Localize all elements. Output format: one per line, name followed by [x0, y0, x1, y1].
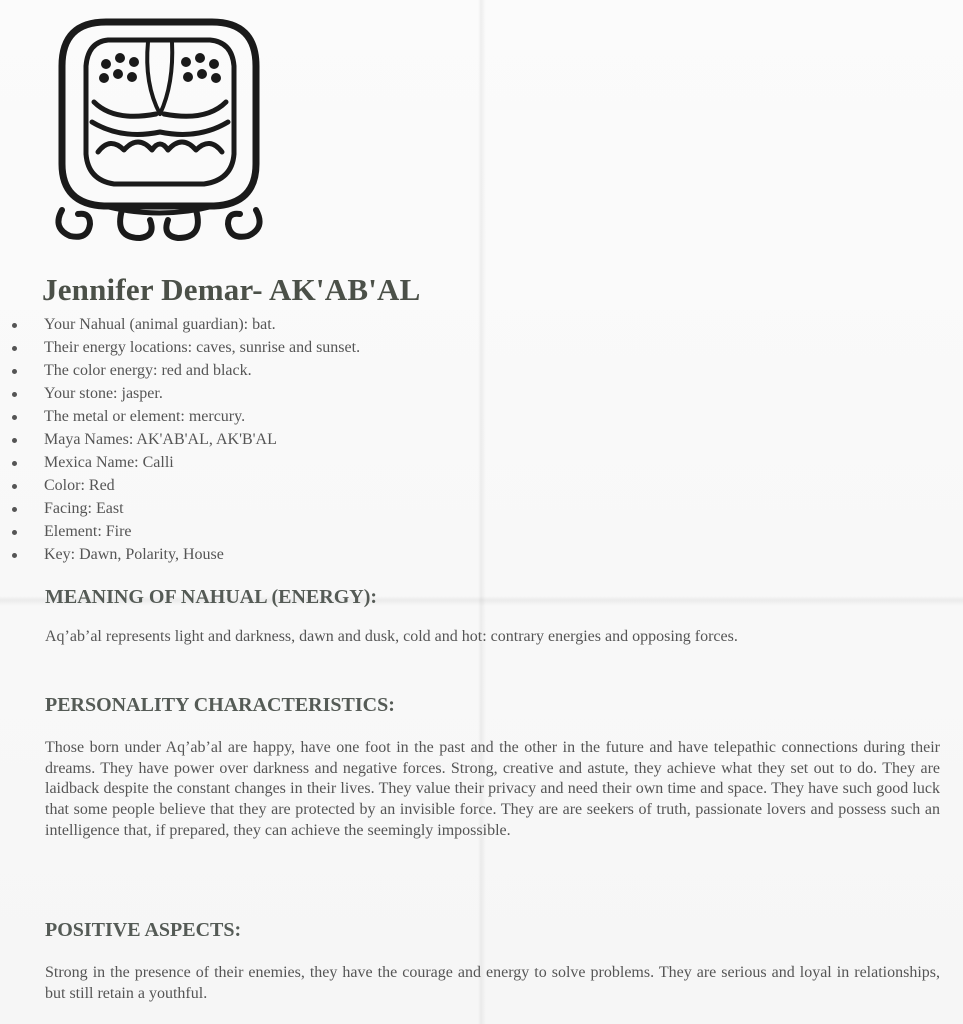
list-item: Element: Fire [8, 520, 360, 543]
list-item: Their energy locations: caves, sunrise and sunset. [8, 336, 360, 359]
list-item: Your Nahual (animal guardian): bat. [8, 313, 360, 336]
list-item: The color energy: red and black. [8, 359, 360, 382]
section-heading-meaning: MEANING OF NAHUAL (ENERGY): [45, 586, 378, 608]
akabal-day-sign-icon [44, 14, 272, 248]
section-heading-personality: PERSONALITY CHARACTERISTICS: [45, 694, 395, 716]
facts-list [8, 313, 360, 566]
list-item: Your stone: jasper. [8, 382, 360, 405]
section-text-positive: Strong in the presence of their enemies, they have the courage and energy to solve problems. They are serious and loyal in relationships, but still retain a youthful. [45, 964, 940, 1002]
section-text-meaning: Aq’ab’al represents light and darkness, dawn and dusk, cold and hot: contrary energies and opposing forces. [45, 628, 738, 645]
list-item: Facing: East [8, 497, 360, 520]
section-text-personality: Those born under Aq’ab’al are happy, have one foot in the past and the other in the future and have telepathic connections during their dreams. They have power over darkness and negative forces. Strong, creative and astute, they achieve what they set out to do. They are laidback despite the constant changes in their lives. They value their privacy and need their own time and space. They have such good luck that some people believe that they are protected by an invisible force. They are are seekers of truth, passionate lovers and possess such an intelligence that, if prepared, they can achieve the seemingly impossible. [45, 739, 940, 839]
list-item: Maya Names: AK'AB'AL, AK'B'AL [8, 428, 360, 451]
list-item: Key: Dawn, Polarity, House [8, 543, 360, 566]
list-item: Color: Red [8, 474, 360, 497]
list-item: The metal or element: mercury. [8, 405, 360, 428]
list-item: Mexica Name: Calli [8, 451, 360, 474]
section-heading-positive: POSITIVE ASPECTS: [45, 919, 242, 941]
page-title: Jennifer Demar- AK'AB'AL [42, 272, 421, 307]
